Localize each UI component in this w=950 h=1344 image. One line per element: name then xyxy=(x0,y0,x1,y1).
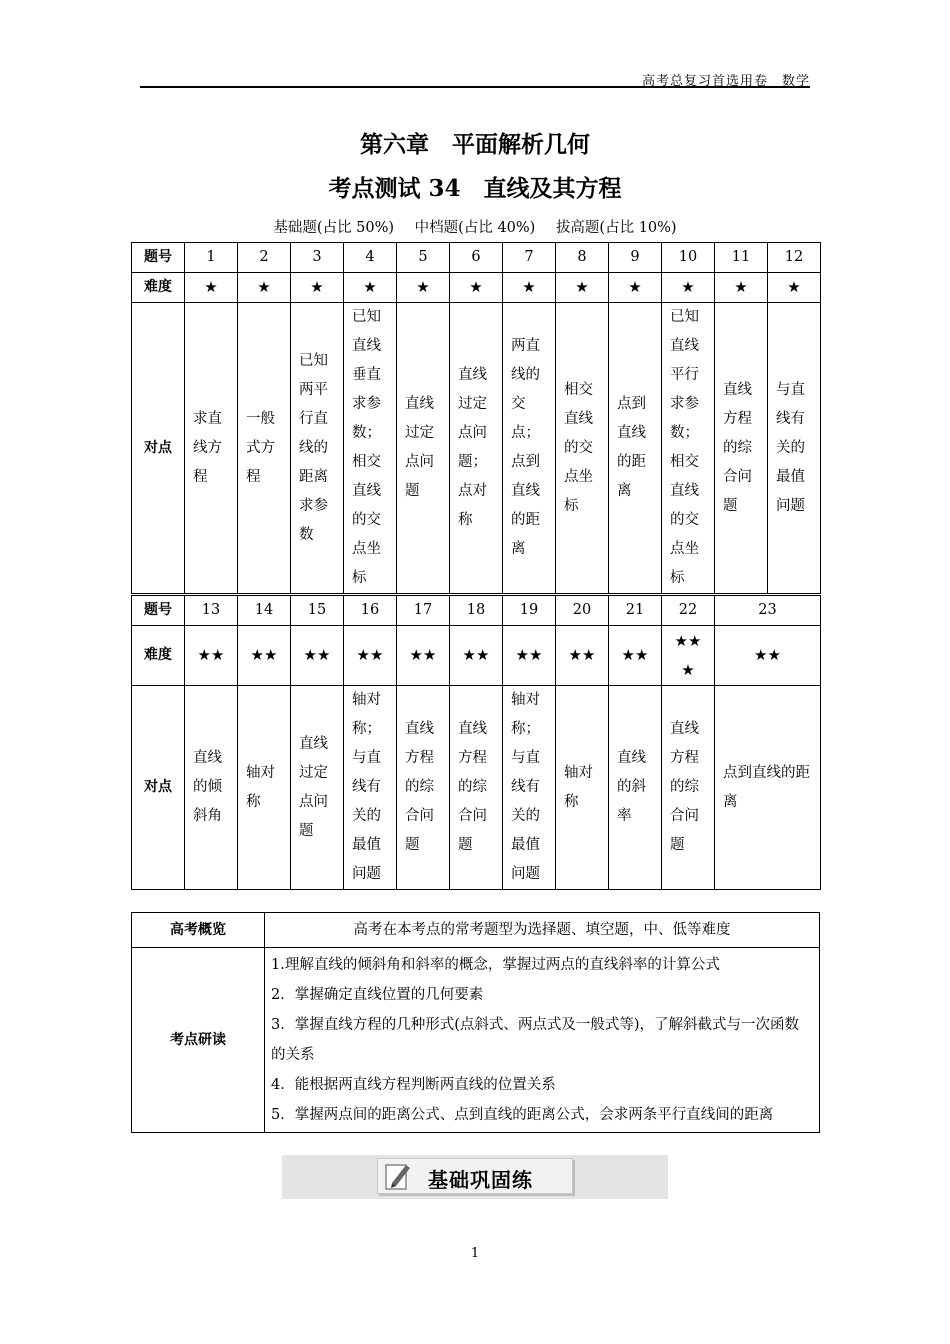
page-number: 1 xyxy=(470,1246,480,1261)
difficulty-stars: ★★ xyxy=(291,626,344,686)
topic-cell: 求直线方程 xyxy=(185,303,238,595)
q-number: 20 xyxy=(556,595,609,626)
overview-label: 高考概览 xyxy=(132,913,265,948)
q-number: 4 xyxy=(344,243,397,273)
q-number: 6 xyxy=(450,243,503,273)
difficulty-ratio xyxy=(0,216,950,237)
section-title: 考点测试 34 直线及其方程 xyxy=(328,175,622,202)
question-table xyxy=(131,242,821,890)
topic-cell: 已知直线平行求参数；相交直线的交点坐标 xyxy=(662,303,715,595)
q-number: 14 xyxy=(238,595,291,626)
q-number: 12 xyxy=(768,243,821,273)
topic-label: 对点 xyxy=(132,303,185,595)
q-number: 1 xyxy=(185,243,238,273)
q-number: 10 xyxy=(662,243,715,273)
difficulty-stars: ★ xyxy=(397,273,450,303)
topic-cell: 直线方程的综合问题 xyxy=(662,686,715,890)
q-number: 7 xyxy=(503,243,556,273)
topic-cell: 两直线的交点；点到直线的距离 xyxy=(503,303,556,595)
topic-cell: 轴对称 xyxy=(238,686,291,890)
topic-cell: 直线的倾斜角 xyxy=(185,686,238,890)
topic-cell: 已知两平行直线的距离求参数 xyxy=(291,303,344,595)
difficulty-stars: ★ xyxy=(291,273,344,303)
difficulty-stars: ★★ xyxy=(450,626,503,686)
running-header: 高考总复习首选用卷 数学 xyxy=(641,74,810,89)
banner-title: 基础巩固练 xyxy=(428,1168,533,1192)
difficulty-stars: ★★ xyxy=(556,626,609,686)
topic-cell: 直线过定点问题 xyxy=(291,686,344,890)
number-row xyxy=(132,595,821,626)
study-item: 3．掌握直线方程的几种形式(点斜式、两点式及一般式等)，了解斜截式与一次函数的关系 xyxy=(271,1017,800,1063)
study-item: 1.理解直线的倾斜角和斜率的概念，掌握过两点的直线斜率的计算公式 xyxy=(271,957,720,973)
section-banner xyxy=(282,1155,668,1199)
topic-cell: 直线方程的综合问题 xyxy=(397,686,450,890)
topic-cell: 已知直线垂直求参数；相交直线的交点坐标 xyxy=(344,303,397,595)
difficulty-stars: ★ xyxy=(344,273,397,303)
ratio-basic: 基础题(占比 50%) xyxy=(273,220,395,236)
topic-cell: 点到直线的距离 xyxy=(715,686,821,890)
q-number: 23 xyxy=(715,595,821,626)
difficulty-stars: ★ xyxy=(556,273,609,303)
q-number: 5 xyxy=(397,243,450,273)
study-item: 5．掌握两点间的距离公式、点到直线的距离公式，会求两条平行直线间的距离 xyxy=(271,1107,774,1123)
difficulty-row xyxy=(132,273,821,303)
topic-cell: 直线过定点问题 xyxy=(397,303,450,595)
ratio-medium: 中档题(占比 40%) xyxy=(414,220,536,236)
header-rule xyxy=(140,86,810,88)
study-item: 2．掌握确定直线位置的几何要素 xyxy=(271,987,484,1003)
difficulty-stars: ★ xyxy=(503,273,556,303)
q-number: 16 xyxy=(344,595,397,626)
number-label: 题号 xyxy=(132,595,185,626)
difficulty-stars: ★ xyxy=(768,273,821,303)
q-number: 21 xyxy=(609,595,662,626)
pencil-icon xyxy=(384,1161,412,1191)
difficulty-stars: ★★ xyxy=(503,626,556,686)
difficulty-stars: ★★ xyxy=(185,626,238,686)
difficulty-label: 难度 xyxy=(132,626,185,686)
topic-row xyxy=(132,686,821,890)
difficulty-stars: ★★ xyxy=(238,626,291,686)
number-row xyxy=(132,243,821,273)
number-label: 题号 xyxy=(132,243,185,273)
q-number: 15 xyxy=(291,595,344,626)
ratio-hard: 拔高题(占比 10%) xyxy=(555,220,677,236)
q-number: 11 xyxy=(715,243,768,273)
difficulty-stars: ★ xyxy=(609,273,662,303)
difficulty-label: 难度 xyxy=(132,273,185,303)
q-number: 13 xyxy=(185,595,238,626)
study-row xyxy=(132,948,820,1133)
q-number: 3 xyxy=(291,243,344,273)
difficulty-stars: ★★ xyxy=(344,626,397,686)
difficulty-stars: ★ xyxy=(185,273,238,303)
topic-cell: 相交直线的交点坐标 xyxy=(556,303,609,595)
topic-cell: 与直线有关的最值问题 xyxy=(768,303,821,595)
difficulty-stars: ★ xyxy=(662,273,715,303)
q-number: 18 xyxy=(450,595,503,626)
topic-cell: 直线方程的综合问题 xyxy=(715,303,768,595)
topic-cell: 直线过定点问题；点对称 xyxy=(450,303,503,595)
difficulty-stars: ★ xyxy=(238,273,291,303)
q-number: 17 xyxy=(397,595,450,626)
overview-text: 高考在本考点的常考题型为选择题、填空题，中、低等难度 xyxy=(265,913,820,948)
overview-row xyxy=(132,913,820,948)
topic-cell: 直线方程的综合问题 xyxy=(450,686,503,890)
banner-box xyxy=(377,1158,573,1194)
study-item: 4．能根据两直线方程判断两直线的位置关系 xyxy=(271,1077,556,1093)
difficulty-stars: ★★ xyxy=(609,626,662,686)
q-number: 19 xyxy=(503,595,556,626)
topic-cell: 点到直线的距离 xyxy=(609,303,662,595)
difficulty-stars: ★★★ xyxy=(662,626,715,686)
difficulty-stars: ★★ xyxy=(715,626,821,686)
topic-cell: 一般式方程 xyxy=(238,303,291,595)
difficulty-row xyxy=(132,626,821,686)
chapter-title: 第六章 平面解析几何 xyxy=(360,131,590,158)
topic-cell: 轴对称；与直线有关的最值问题 xyxy=(344,686,397,890)
topic-row xyxy=(132,303,821,595)
difficulty-stars: ★ xyxy=(450,273,503,303)
overview-table xyxy=(131,912,820,1133)
study-label: 考点研读 xyxy=(132,948,265,1133)
q-number: 22 xyxy=(662,595,715,626)
difficulty-stars: ★★ xyxy=(397,626,450,686)
topic-cell: 直线的斜率 xyxy=(609,686,662,890)
difficulty-stars: ★ xyxy=(715,273,768,303)
q-number: 2 xyxy=(238,243,291,273)
study-content xyxy=(265,948,820,1133)
topic-cell: 轴对称 xyxy=(556,686,609,890)
topic-cell: 轴对称；与直线有关的最值问题 xyxy=(503,686,556,890)
topic-label: 对点 xyxy=(132,686,185,890)
q-number: 9 xyxy=(609,243,662,273)
q-number: 8 xyxy=(556,243,609,273)
